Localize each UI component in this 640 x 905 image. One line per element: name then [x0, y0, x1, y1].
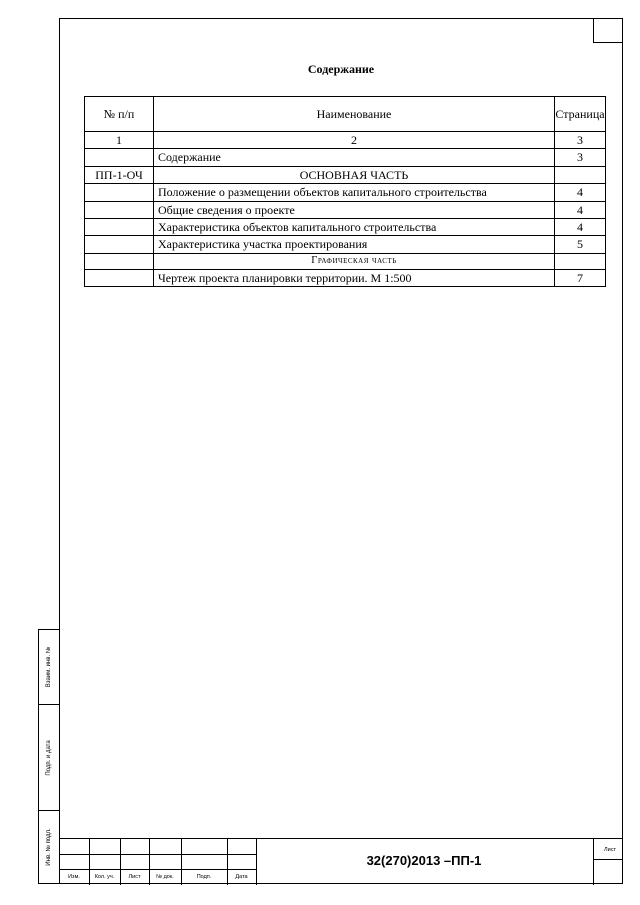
page-title: Содержание: [307, 62, 375, 76]
table-row: [85, 149, 606, 166]
col-label-kol: Кол. уч.: [94, 874, 115, 880]
row-num: [85, 253, 154, 269]
row-name: Общие сведения о проекте: [154, 201, 555, 218]
header-page: Страница: [555, 97, 606, 132]
row-page: [555, 253, 606, 269]
row-num: [85, 218, 154, 235]
col-label-podp: Подп.: [196, 874, 212, 880]
title-block: [59, 838, 623, 884]
header-name: Наименование: [154, 97, 555, 132]
table-row: [85, 166, 606, 183]
col-label-data: Дата: [235, 874, 248, 880]
side-stamp-cell-inventory-original: [38, 810, 59, 884]
row-num: [85, 184, 154, 201]
col-label-ndoc: № док.: [156, 874, 174, 880]
row-name: ОСНОВНАЯ ЧАСТЬ: [154, 166, 555, 183]
row-page: 5: [555, 236, 606, 253]
table-row: [85, 236, 606, 253]
row-page: 7: [555, 269, 606, 286]
row-num: [85, 149, 154, 166]
row-name: Содержание: [154, 149, 555, 166]
table-row: [85, 184, 606, 201]
side-stamp-cell-inventory-ref: [38, 629, 59, 705]
row-name: Чертеж проекта планировки территории. М 1:500: [154, 269, 555, 286]
sheet-number-box: [593, 18, 623, 43]
col-label-izm: Изм.: [68, 874, 80, 880]
index-num: 1: [85, 132, 154, 149]
row-name: Характеристика объектов капитального строительства: [154, 218, 555, 235]
row-page: 4: [555, 184, 606, 201]
row-num: [85, 201, 154, 218]
side-stamp-label: Подп. и дата: [46, 739, 52, 776]
table-row: [85, 218, 606, 235]
header-num: № п/п: [85, 97, 154, 132]
table-row: [85, 201, 606, 218]
sheet-label: Лист: [604, 847, 616, 853]
side-stamp-label: Инв. № подл.: [46, 828, 52, 866]
table-header-row: [85, 97, 606, 132]
side-stamp-label: Взаим. инв. №: [46, 646, 52, 688]
side-stamp-cell-signature-date: [38, 704, 59, 811]
table-row: [85, 253, 606, 269]
index-name: 2: [154, 132, 555, 149]
contents-table: [84, 96, 606, 287]
row-page: 4: [555, 218, 606, 235]
row-num: [85, 269, 154, 286]
row-page: [555, 166, 606, 183]
document-code: 32(270)2013 –ПП-1: [366, 853, 482, 868]
row-num: [85, 236, 154, 253]
row-name: Положение о размещении объектов капитального строительства: [154, 184, 555, 201]
table-index-row: [85, 132, 606, 149]
row-name: Характеристика участка проектирования: [154, 236, 555, 253]
table-row: [85, 269, 606, 286]
row-page: 4: [555, 201, 606, 218]
row-page: 3: [555, 149, 606, 166]
row-num: ПП-1-ОЧ: [85, 166, 154, 183]
col-label-list: Лист: [128, 874, 141, 880]
index-page: 3: [555, 132, 606, 149]
row-name: Графическая часть: [154, 253, 555, 269]
